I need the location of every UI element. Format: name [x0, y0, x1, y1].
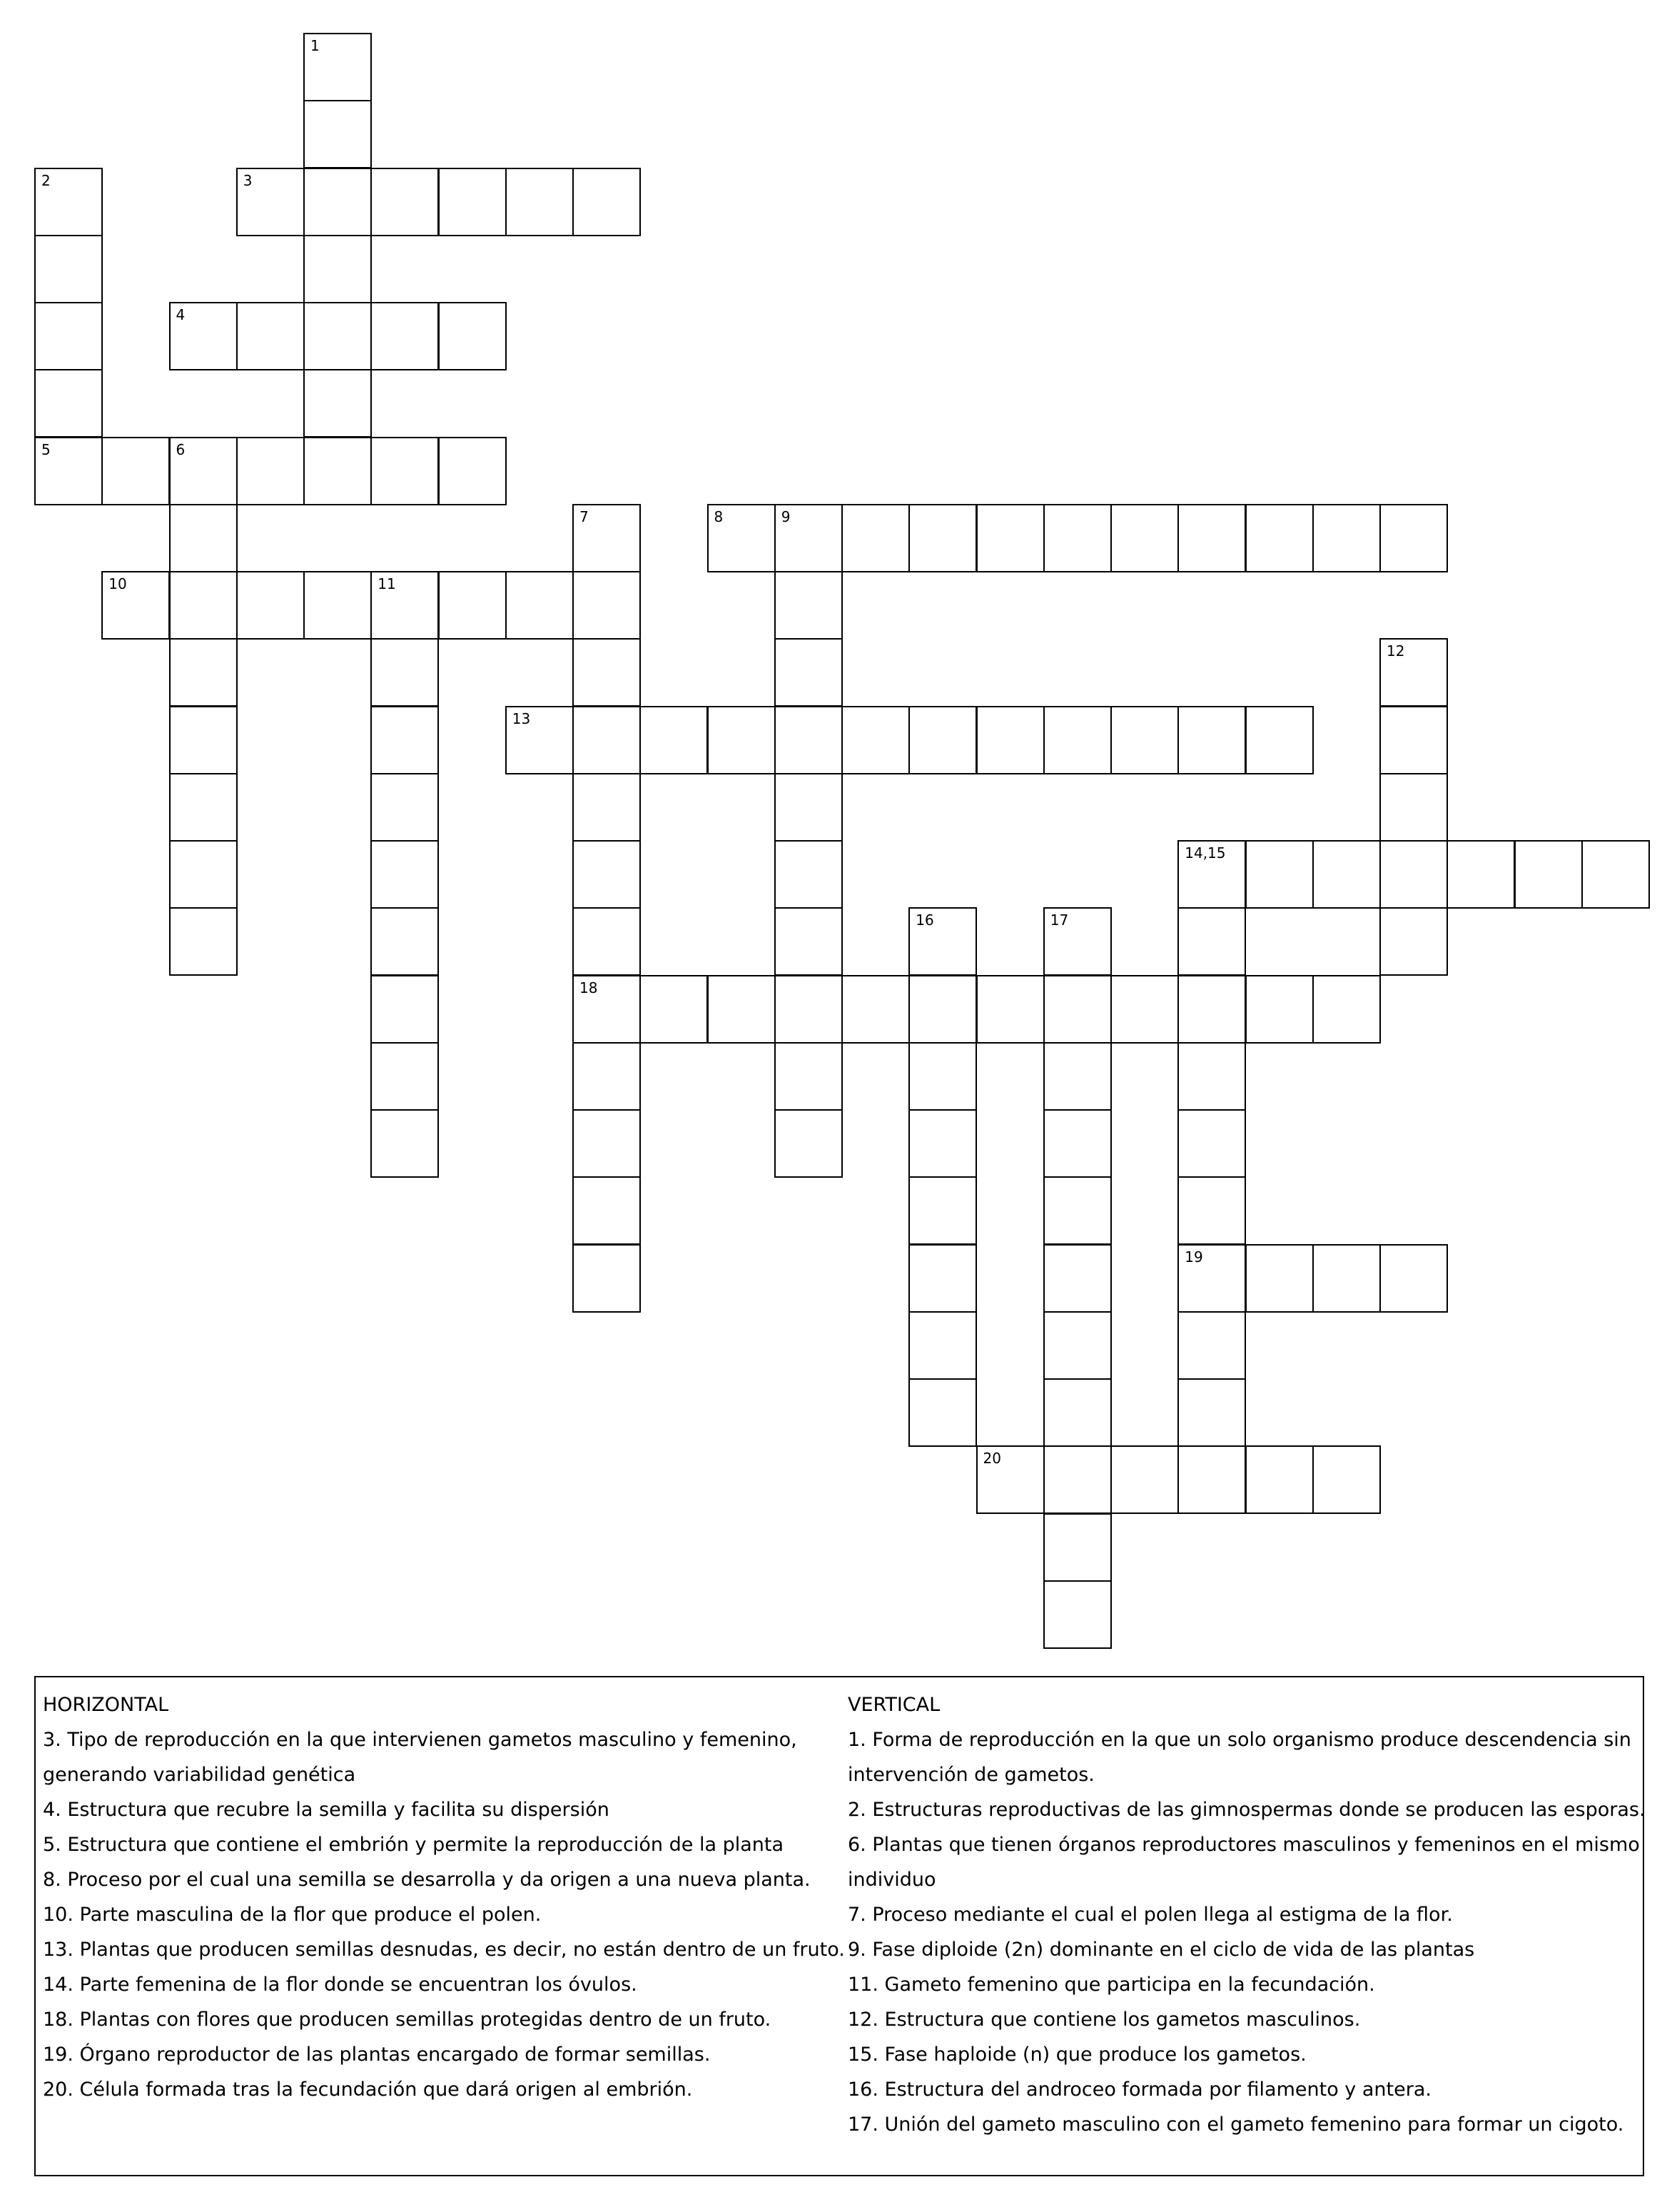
grid-cell[interactable] [370, 638, 439, 707]
clue-line: individuo [848, 1869, 936, 1891]
grid-cell[interactable] [774, 1042, 843, 1111]
clue-number: 16 [916, 911, 934, 929]
clue-number: 20 [983, 1450, 1001, 1468]
grid-cell[interactable] [908, 975, 977, 1044]
grid-cell[interactable] [1043, 975, 1112, 1044]
grid-cell[interactable] [1043, 1580, 1112, 1649]
clue-number: 6 [176, 440, 186, 458]
grid-cell[interactable] [1379, 907, 1448, 976]
grid-cell[interactable] [438, 571, 507, 640]
horizontal-clue-list [43, 1722, 845, 2107]
grid-cell[interactable] [1043, 1244, 1112, 1313]
grid-cell[interactable] [1447, 840, 1515, 909]
clue-number: 4 [176, 306, 186, 323]
grid-cell[interactable] [438, 437, 507, 505]
grid-cell[interactable] [1043, 907, 1112, 976]
grid-cell[interactable] [572, 840, 641, 909]
grid-cell[interactable] [1379, 773, 1448, 842]
grid-cell[interactable] [169, 638, 238, 707]
grid-cell[interactable] [572, 1109, 641, 1178]
grid-cell[interactable] [169, 504, 238, 572]
grid-cell[interactable] [707, 975, 776, 1044]
grid-cell[interactable] [370, 302, 439, 370]
grid-cell[interactable] [1312, 975, 1381, 1044]
grid-cell[interactable] [1312, 1445, 1381, 1514]
grid-cell[interactable] [370, 1042, 439, 1111]
clue-line: 1. Forma de reproducción en la que un solo organismo produce descendencia sin [848, 1729, 1631, 1751]
grid-cell[interactable] [169, 840, 238, 909]
clue-number: 8 [714, 507, 724, 525]
grid-cell[interactable] [774, 907, 843, 976]
grid-cell[interactable] [34, 437, 103, 505]
grid-cell[interactable] [169, 706, 238, 774]
clue-line: 7. Proceso mediante el cual el polen llega al estigma de la flor. [848, 1904, 1453, 1926]
grid-cell[interactable] [774, 773, 843, 842]
grid-cell[interactable] [908, 1176, 977, 1245]
vertical-clues [848, 1687, 1646, 2142]
grid-cell[interactable] [169, 437, 238, 505]
grid-cell[interactable] [1312, 504, 1381, 572]
grid-cell[interactable] [572, 638, 641, 707]
grid-cell[interactable] [34, 168, 103, 236]
grid-cell[interactable] [370, 840, 439, 909]
grid-cell[interactable] [1043, 1311, 1112, 1380]
grid-cell[interactable] [1043, 504, 1112, 572]
vertical-heading: VERTICAL [848, 1694, 941, 1716]
clue-line: 2. Estructuras reproductivas de las gimnospermas donde se producen las esporas. [848, 1799, 1646, 1821]
clue-number: 14,15 [1185, 844, 1226, 862]
grid-cell[interactable] [303, 235, 372, 303]
clue-number: 3 [243, 171, 253, 189]
grid-cell[interactable] [169, 302, 238, 370]
grid-cell[interactable] [1177, 907, 1246, 976]
grid-cell[interactable] [438, 168, 507, 236]
grid-cell[interactable] [1245, 1445, 1314, 1514]
grid-cell[interactable] [1245, 1244, 1314, 1313]
grid-cell[interactable] [976, 504, 1045, 572]
grid-cell[interactable] [572, 907, 641, 976]
grid-cell[interactable] [572, 1042, 641, 1111]
clue-line: 17. Unión del gameto masculino con el gameto femenino para formar un cigoto. [848, 2113, 1624, 2136]
clues-box [34, 1676, 1644, 2176]
grid-cell[interactable] [841, 504, 910, 572]
grid-cell[interactable] [572, 1176, 641, 1245]
grid-cell[interactable] [169, 773, 238, 842]
clue-number: 13 [512, 709, 531, 727]
clue-number: 9 [781, 507, 791, 525]
grid-cell[interactable] [1110, 975, 1179, 1044]
grid-cell[interactable] [1177, 1109, 1246, 1178]
grid-cell[interactable] [976, 975, 1045, 1044]
grid-cell[interactable] [34, 302, 103, 370]
clue-line: 10. Parte masculina de la flor que produce el polen. [43, 1904, 542, 1926]
grid-cell[interactable] [236, 302, 305, 370]
grid-cell[interactable] [976, 706, 1045, 774]
grid-cell[interactable] [34, 235, 103, 303]
grid-cell[interactable] [774, 975, 843, 1044]
vertical-clue-list [848, 1722, 1646, 2142]
clue-number: 5 [41, 440, 51, 458]
horizontal-heading: HORIZONTAL [43, 1694, 169, 1716]
grid-cell[interactable] [303, 100, 372, 168]
grid-cell[interactable] [1245, 706, 1314, 774]
clue-line: 3. Tipo de reproducción en la que intervienen gametos masculino y femenino, [43, 1729, 797, 1751]
grid-cell[interactable] [101, 571, 170, 640]
clue-line: generando variabilidad genética [43, 1764, 356, 1786]
grid-cell[interactable] [1177, 1176, 1246, 1245]
clue-line: 16. Estructura del androceo formada por filamento y antera. [848, 2079, 1432, 2101]
grid-cell[interactable] [303, 168, 372, 236]
clue-line: 18. Plantas con flores que producen semillas protegidas dentro de un fruto. [43, 2009, 771, 2031]
grid-cell[interactable] [908, 907, 977, 976]
grid-cell[interactable] [1043, 1445, 1112, 1514]
grid-cell[interactable] [236, 437, 305, 505]
clue-number: 19 [1185, 1248, 1203, 1266]
grid-cell[interactable] [774, 706, 843, 774]
grid-cell[interactable] [303, 571, 372, 640]
grid-cell[interactable] [101, 437, 170, 505]
clue-number: 12 [1387, 642, 1405, 660]
clue-line: 12. Estructura que contiene los gametos masculinos. [848, 2009, 1361, 2031]
grid-cell[interactable] [1245, 975, 1314, 1044]
clue-number: 7 [579, 507, 589, 525]
grid-cell[interactable] [370, 168, 439, 236]
grid-cell[interactable] [908, 504, 977, 572]
grid-cell[interactable] [572, 1244, 641, 1313]
grid-cell[interactable] [303, 437, 372, 505]
grid-cell[interactable] [303, 369, 372, 438]
grid-cell[interactable] [707, 504, 776, 572]
grid-cell[interactable] [1177, 1042, 1246, 1111]
grid-cell[interactable] [1581, 840, 1650, 909]
grid-cell[interactable] [1177, 1311, 1246, 1380]
grid-cell[interactable] [169, 907, 238, 976]
grid-cell[interactable] [572, 773, 641, 842]
clue-number: 17 [1050, 911, 1069, 929]
grid-cell[interactable] [908, 1378, 977, 1447]
grid-cell[interactable] [370, 975, 439, 1044]
clue-line: 4. Estructura que recubre la semilla y facilita su dispersión [43, 1799, 609, 1821]
grid-cell[interactable] [841, 975, 910, 1044]
grid-cell[interactable] [370, 1109, 439, 1178]
clue-line: 19. Órgano reproductor de las plantas encargado de formar semillas. [43, 2044, 711, 2066]
clue-number: 2 [41, 171, 51, 189]
clue-line: 5. Estructura que contiene el embrión y permite la reproducción de la planta [43, 1834, 784, 1856]
grid-cell[interactable] [1043, 1378, 1112, 1447]
grid-cell[interactable] [1043, 1109, 1112, 1178]
grid-cell[interactable] [1043, 1513, 1112, 1582]
grid-cell[interactable] [370, 706, 439, 774]
grid-cell[interactable] [1379, 1244, 1448, 1313]
grid-cell[interactable] [370, 907, 439, 976]
grid-cell[interactable] [236, 571, 305, 640]
grid-cell[interactable] [1379, 504, 1448, 572]
grid-cell[interactable] [1177, 1244, 1246, 1313]
grid-cell[interactable] [303, 33, 372, 101]
clue-line: 20. Célula formada tras la fecundación que dará origen al embrión. [43, 2079, 693, 2101]
grid-cell[interactable] [572, 504, 641, 572]
grid-cell[interactable] [639, 975, 708, 1044]
grid-cell[interactable] [1043, 706, 1112, 774]
horizontal-clues [43, 1687, 845, 2107]
grid-cell[interactable] [370, 773, 439, 842]
grid-cell[interactable] [370, 437, 439, 505]
grid-cell[interactable] [774, 504, 843, 572]
grid-cell[interactable] [908, 1042, 977, 1111]
grid-cell[interactable] [908, 1311, 977, 1380]
grid-cell[interactable] [505, 706, 574, 774]
grid-cell[interactable] [1110, 504, 1179, 572]
grid-cell[interactable] [774, 1109, 843, 1178]
clue-line: 11. Gameto femenino que participa en la fecundación. [848, 1974, 1375, 1996]
grid-cell[interactable] [1379, 706, 1448, 774]
clue-number: 11 [378, 575, 396, 592]
grid-cell[interactable] [1312, 1244, 1381, 1313]
grid-cell[interactable] [976, 1445, 1045, 1514]
clue-line: 8. Proceso por el cual una semilla se desarrolla y da origen a una nueva planta. [43, 1869, 811, 1891]
grid-cell[interactable] [1312, 840, 1381, 909]
grid-cell[interactable] [1177, 1378, 1246, 1447]
grid-cell[interactable] [774, 840, 843, 909]
grid-cell[interactable] [572, 168, 641, 236]
grid-cell[interactable] [1514, 840, 1583, 909]
grid-cell[interactable] [841, 706, 910, 774]
grid-cell[interactable] [169, 571, 238, 640]
grid-cell[interactable] [236, 168, 305, 236]
grid-cell[interactable] [1177, 706, 1246, 774]
clue-number: 18 [579, 979, 598, 996]
grid-cell[interactable] [1043, 1042, 1112, 1111]
clue-line: 13. Plantas que producen semillas desnudas, es decir, no están dentro de un fruto. [43, 1939, 845, 1961]
clue-line: 14. Parte femenina de la flor donde se encuentran los óvulos. [43, 1974, 637, 1996]
grid-cell[interactable] [438, 302, 507, 370]
grid-cell[interactable] [1245, 840, 1314, 909]
clue-line: 15. Fase haploide (n) que produce los gametos. [848, 2044, 1307, 2066]
grid-cell[interactable] [1379, 638, 1448, 707]
grid-cell[interactable] [572, 706, 641, 774]
grid-cell[interactable] [1110, 706, 1179, 774]
grid-cell[interactable] [1245, 504, 1314, 572]
grid-cell[interactable] [774, 571, 843, 640]
grid-cell[interactable] [505, 571, 574, 640]
clue-line: 9. Fase diploide (2n) dominante en el ciclo de vida de las plantas [848, 1939, 1475, 1961]
grid-cell[interactable] [908, 706, 977, 774]
grid-cell[interactable] [572, 571, 641, 640]
grid-cell[interactable] [572, 975, 641, 1044]
clue-line: 6. Plantas que tienen órganos reproductores masculinos y femeninos en el mismo [848, 1834, 1640, 1856]
grid-cell[interactable] [34, 369, 103, 438]
grid-cell[interactable] [1110, 1445, 1179, 1514]
clue-number: 10 [108, 575, 127, 592]
grid-cell[interactable] [303, 302, 372, 370]
grid-cell[interactable] [908, 1244, 977, 1313]
grid-cell[interactable] [707, 706, 776, 774]
grid-cell[interactable] [1177, 1445, 1246, 1514]
grid-cell[interactable] [1379, 840, 1448, 909]
grid-cell[interactable] [505, 168, 574, 236]
grid-cell[interactable] [908, 1109, 977, 1178]
grid-cell[interactable] [1177, 840, 1246, 909]
clue-number: 1 [310, 37, 320, 54]
grid-cell[interactable] [639, 706, 708, 774]
grid-cell[interactable] [1043, 1176, 1112, 1245]
grid-cell[interactable] [1177, 504, 1246, 572]
grid-cell[interactable] [774, 638, 843, 707]
grid-cell[interactable] [370, 571, 439, 640]
grid-cell[interactable] [1177, 975, 1246, 1044]
clue-line: intervención de gametos. [848, 1764, 1095, 1786]
